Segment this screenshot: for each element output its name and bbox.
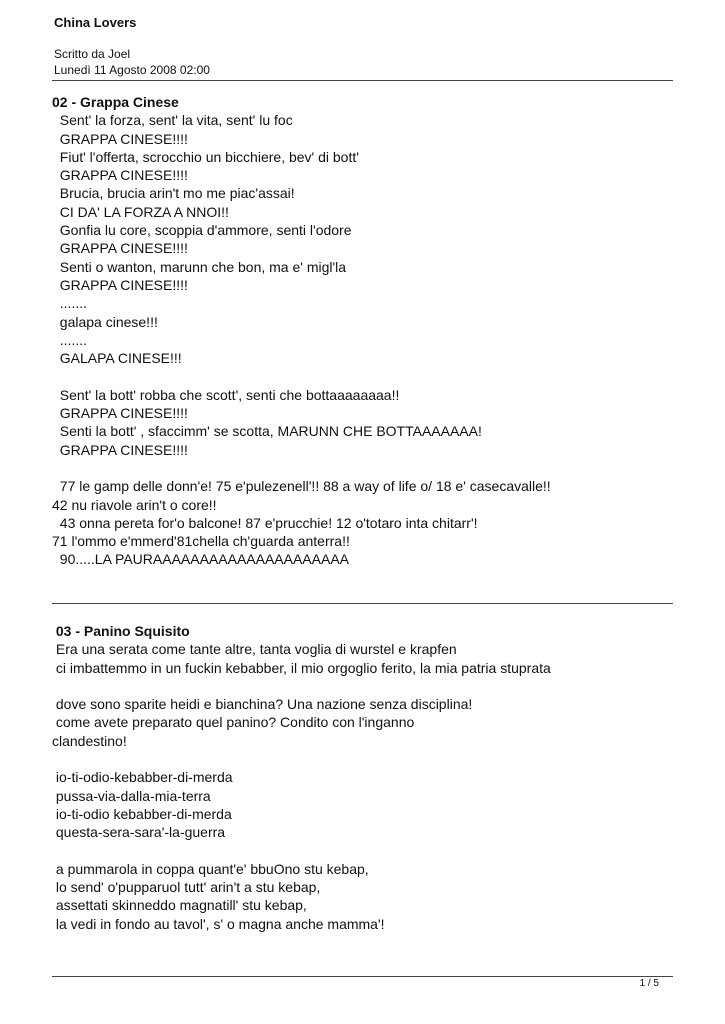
lyric-line: assettati skinneddo magnatill' stu kebap,: [52, 897, 307, 914]
date-line: Lunedì 11 Agosto 2008 02:00: [54, 63, 210, 77]
lyric-line: 42 nu riavole arin't o core!!: [52, 496, 217, 513]
lyric-line: Sent' la bott' robba che scott', senti che bottaaaaaaaa!!: [52, 386, 400, 403]
lyric-line: questa-sera-sara'-la-guerra: [52, 824, 226, 841]
lyric-line: a pummarola in coppa quant'e' bbuOno stu kebap,: [52, 860, 369, 877]
lyric-line: pussa-via-dalla-mia-terra: [52, 787, 211, 804]
lyric-line: lo send' o'pupparuol tutt' arin't a stu kebap,: [52, 879, 321, 896]
lyric-line: [52, 842, 673, 860]
lyric-line: GRAPPA CINESE!!!!: [52, 240, 188, 257]
lyric-line: 90.....LA PAURAAAAAAAAAAAAAAAAAAAAA: [52, 551, 349, 568]
section-divider: [52, 603, 673, 604]
lyric-line: Senti o wanton, marunn che bon, ma e' migl'la: [52, 258, 347, 275]
lyric-line: .......: [52, 331, 88, 348]
lyric-line: GRAPPA CINESE!!!!: [52, 276, 188, 293]
lyric-line: Gonfia lu core, scoppia d'ammore, senti l'odore: [52, 222, 352, 239]
lyrics-body: [52, 640, 673, 933]
lyric-line: CI DA' LA FORZA A NNOI!!: [52, 203, 229, 220]
lyric-line: dove sono sparite heidi e bianchina? Una nazione senza disciplina!: [52, 696, 473, 713]
lyric-line: io-ti-odio-kebabber-di-merda: [52, 769, 233, 786]
page-number: 1 / 5: [639, 978, 659, 989]
footer-divider: [52, 976, 673, 977]
lyric-line: [52, 367, 673, 385]
article-meta: [54, 46, 210, 78]
lyric-line: Fiut' l'offerta, scrocchio un bicchiere, bev' di bott': [52, 148, 359, 165]
lyric-line: GRAPPA CINESE!!!!: [52, 130, 188, 147]
lyric-line: [52, 459, 673, 477]
page-header: [54, 14, 210, 78]
lyric-line: come avete preparato quel panino? Condito con l'inganno: [52, 714, 415, 731]
section-title: 02 - Grappa Cinese: [52, 94, 179, 110]
lyric-line: galapa cinese!!!: [52, 313, 158, 330]
lyric-line: 43 onna pereta for'o balcone! 87 e'prucchie! 12 o'totaro inta chitarr'!: [52, 514, 478, 531]
lyric-line: [52, 677, 673, 695]
lyric-line: GRAPPA CINESE!!!!: [52, 167, 188, 184]
author-line: Scritto da Joel: [54, 47, 131, 61]
lyric-line: io-ti-odio kebabber-di-merda: [52, 805, 232, 822]
lyric-line: GRAPPA CINESE!!!!: [52, 441, 188, 458]
lyric-line: Brucia, brucia arin't mo me piac'assai!: [52, 185, 295, 202]
lyric-line: 71 l'ommo e'mmerd'81chella ch'guarda anterra!!: [52, 533, 350, 550]
lyric-line: [52, 750, 673, 768]
lyrics-section-panino-squisito: [52, 622, 673, 933]
section-title: 03 - Panino Squisito: [52, 623, 190, 639]
lyric-line: clandestino!: [52, 732, 127, 749]
lyric-line: Sent' la forza, sent' la vita, sent' lu foc: [52, 112, 293, 129]
header-divider: [52, 80, 673, 81]
lyric-line: .......: [52, 295, 88, 312]
lyric-line: Senti la bott' , sfaccimm' se scotta, MARUNN CHE BOTTAAAAAAA!: [52, 423, 482, 440]
lyric-line: Era una serata come tante altre, tanta voglia di wurstel e krapfen: [52, 641, 457, 658]
lyric-line: 77 le gamp delle donn'e! 75 e'pulezenell'!! 88 a way of life o/ 18 e' casecavalle!!: [52, 478, 551, 495]
lyric-line: la vedi in fondo au tavol', s' o magna anche mamma'!: [52, 915, 385, 932]
lyrics-body: [52, 111, 673, 568]
lyric-line: GRAPPA CINESE!!!!: [52, 405, 188, 422]
lyrics-section-grappa-cinese: [52, 93, 673, 569]
lyric-line: GALAPA CINESE!!!: [52, 350, 182, 367]
lyric-line: ci imbattemmo in un fuckin kebabber, il mio orgoglio ferito, la mia patria stuprata: [52, 659, 551, 676]
site-title: China Lovers: [54, 15, 137, 30]
